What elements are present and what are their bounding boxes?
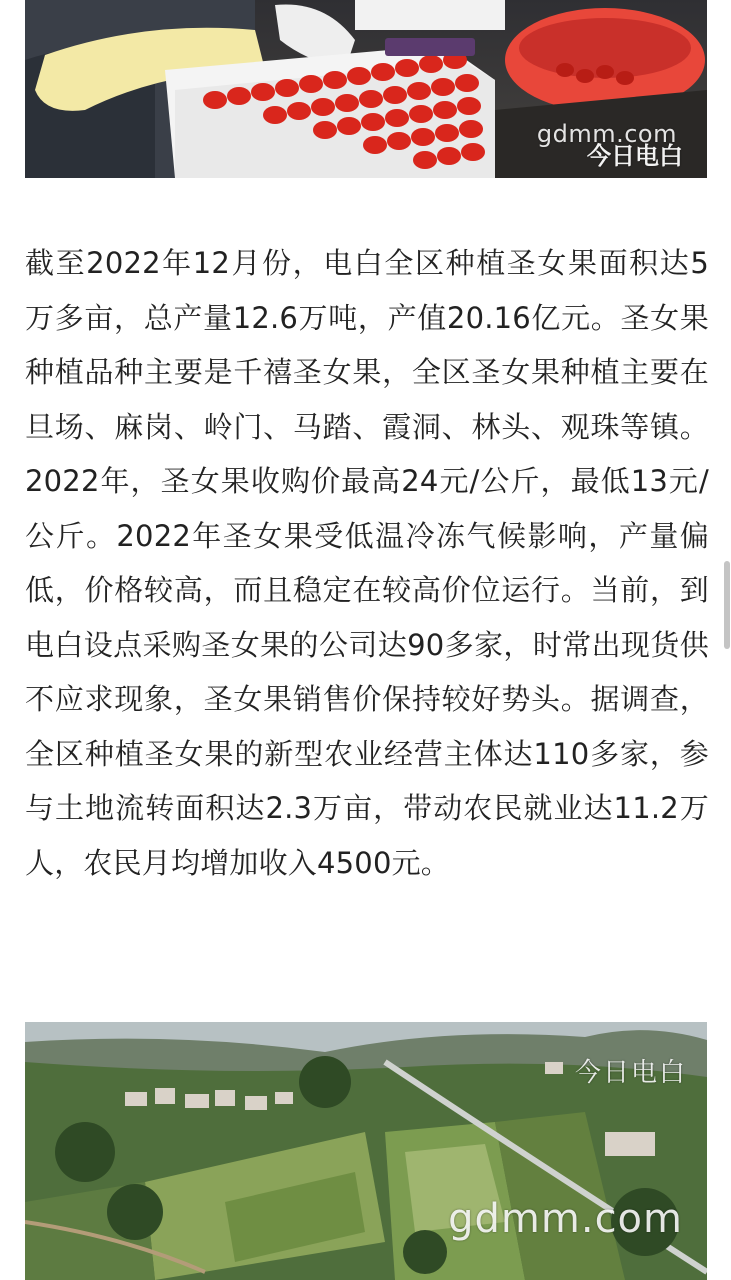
scrollbar[interactable] <box>724 561 730 649</box>
photo-watermark-domain: gdmm.com <box>536 120 677 148</box>
photo-watermark-domain: gdmm.com <box>448 1196 683 1242</box>
article-paragraph: 截至2022年12月份，电白全区种植圣女果面积达5万多亩，总产量12.6万吨，产值20.16亿元。圣女果种植品种主要是千禧圣女果，全区圣女果种植主要在旦场、麻岗、岭门、马踏、霞洞、林头、观珠等镇。2022年，圣女果收购价最高24元/公斤，最低13元/公斤。2022年圣女果受低温冷冻气候影响，产量偏低，价格较高，而且稳定在较高价位运行。当前，到电白设点采购圣女果的公司达90多家，时常出现货供不应求现象，圣女果销售价保持较好势头。据调查，全区种植圣女果的新型农业经营主体达110多家，参与土地流转面积达2.3万亩，带动农民就业达11.2万人，农民月均增加收入4500元。 <box>25 246 709 880</box>
tomato-packing-photo <box>25 0 707 178</box>
photo-watermark-brand: 今日电白 <box>574 1058 687 1088</box>
photo-watermark-brand: 今日电白 <box>587 142 683 170</box>
aerial-farmland-photo <box>25 1022 707 1280</box>
